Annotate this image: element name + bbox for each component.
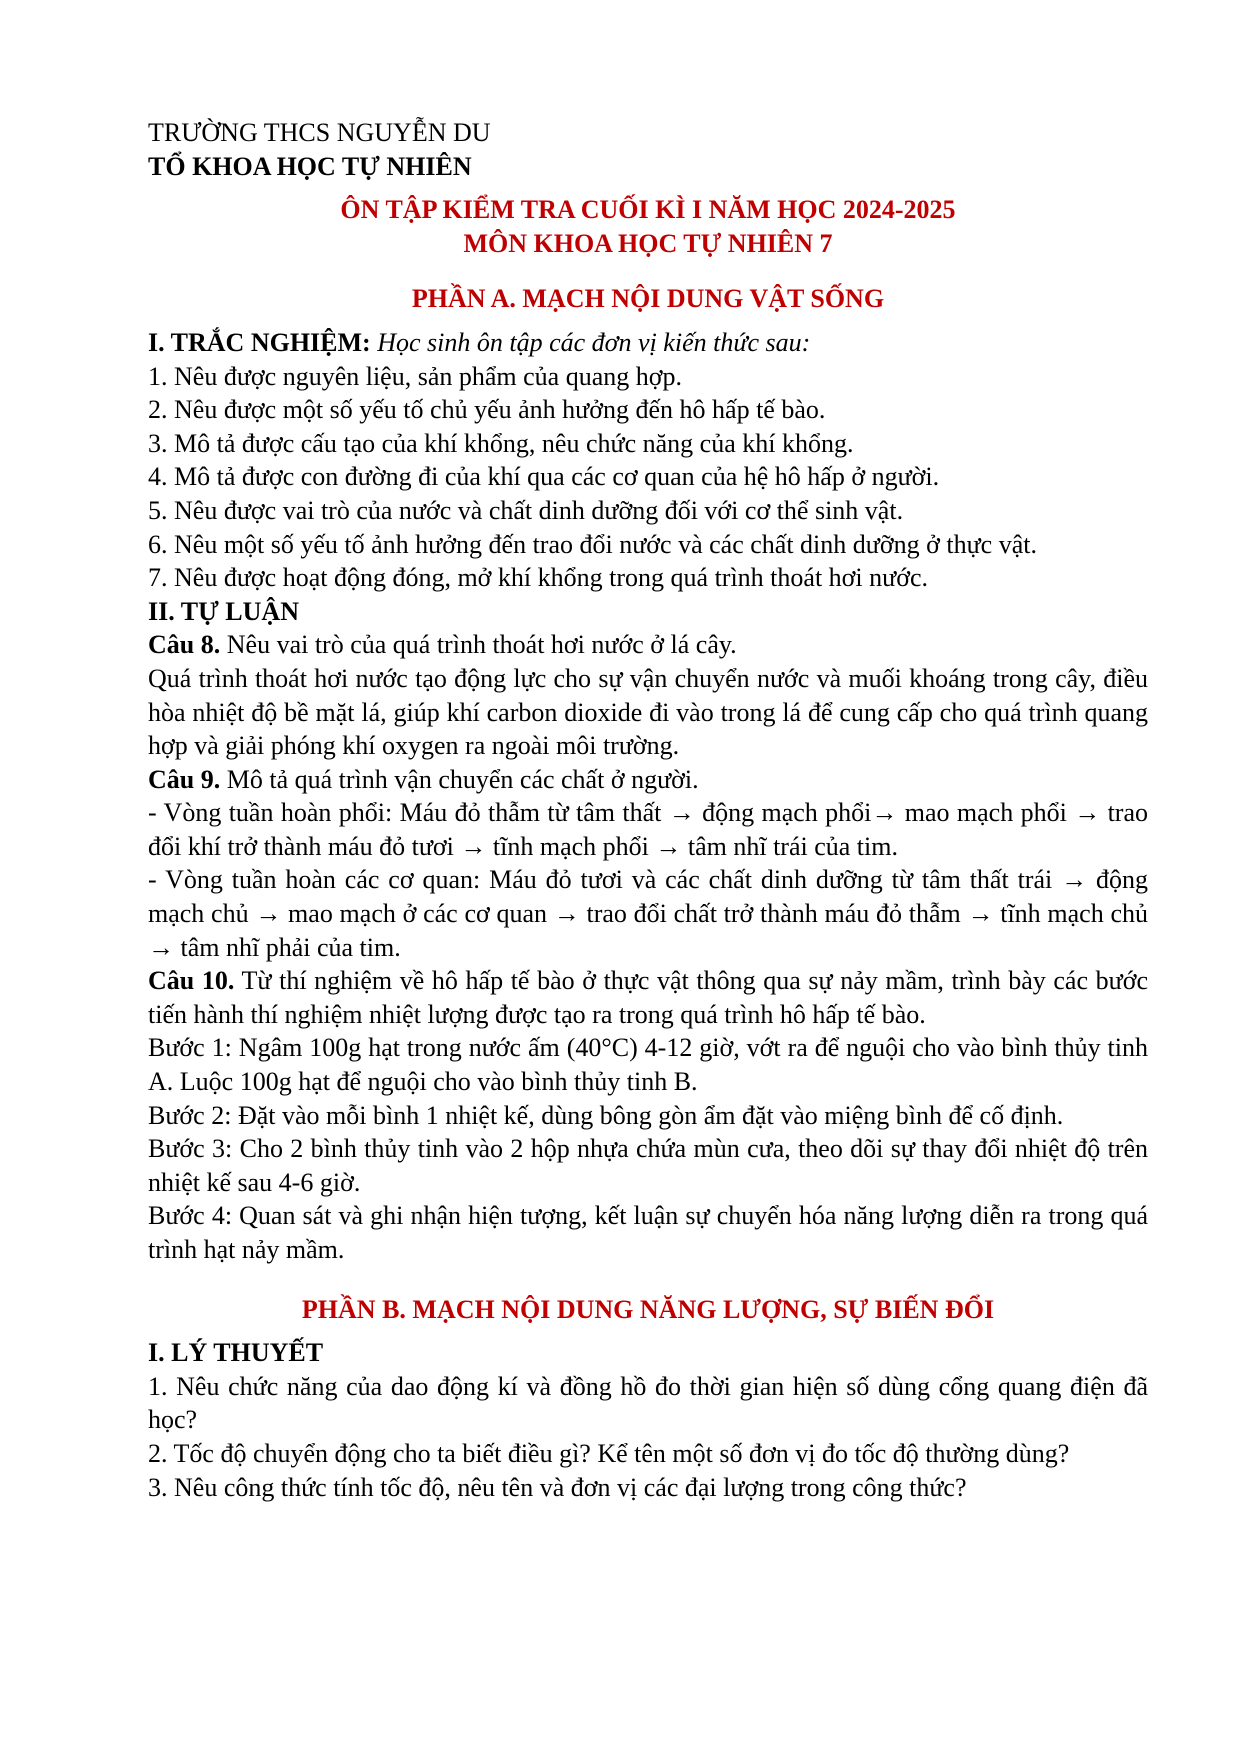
essay-heading: II. TỰ LUẬN bbox=[148, 596, 299, 626]
question-9-answer-systemic: - Vòng tuần hoàn các cơ quan: Máu đỏ tươi và các chất dinh dưỡng từ tâm thất trái → động mạch chủ → mao mạch ở các cơ quan → trao đổi chất trở thành máu đỏ thẫm → tĩnh mạch chủ → tâm nhĩ phải của tim. bbox=[148, 865, 1148, 962]
department-name: TỔ KHOA HỌC TỰ NHIÊN bbox=[148, 151, 472, 181]
part-a-heading: PHẦN A. MẠCH NỘI DUNG VẬT SỐNG bbox=[411, 284, 885, 314]
theory-item: 2. Tốc độ chuyển động cho ta biết điều gì? Kể tên một số đơn vị đo tốc độ thường dùng? bbox=[148, 1438, 1070, 1468]
question-8 bbox=[148, 628, 1148, 662]
question-8-text: Nêu vai trò của quá trình thoát hơi nước ở lá cây. bbox=[226, 630, 737, 660]
theory-heading: I. LÝ THUYẾT bbox=[148, 1338, 324, 1368]
mcq-item: 1. Nêu được nguyên liệu, sản phẩm của quang hợp. bbox=[148, 361, 683, 391]
mcq-item: 5. Nêu được vai trò của nước và chất dinh dưỡng đối với cơ thể sinh vật. bbox=[148, 495, 904, 525]
question-9 bbox=[148, 763, 1148, 797]
mcq-item: 2. Nêu được một số yếu tố chủ yếu ảnh hưởng đến hô hấp tế bào. bbox=[148, 395, 826, 425]
question-10 bbox=[148, 964, 1148, 1031]
question-8-answer: Quá trình thoát hơi nước tạo động lực cho sự vận chuyển nước và muối khoáng trong cây, điều hòa nhiệt độ bề mặt lá, giúp khí carbon dioxide đi vào trong lá để cung cấp cho quá trình quang hợp và giải phóng khí oxygen ra ngoài môi trường. bbox=[148, 663, 1148, 761]
question-10-text: Từ thí nghiệm về hô hấp tế bào ở thực vật thông qua sự nảy mầm, trình bày các bước tiến hành thí nghiệm nhiệt lượng được tạo ra trong quá trình hô hấp tế bào. bbox=[148, 966, 1149, 1029]
mcq-item: 6. Nêu một số yếu tố ảnh hưởng đến trao đổi nước và các chất dinh dưỡng ở thực vật. bbox=[148, 529, 1037, 559]
question-10-label: Câu 10. bbox=[148, 966, 235, 996]
document-title-line2: MÔN KHOA HỌC TỰ NHIÊN 7 bbox=[463, 228, 833, 258]
question-10-step: Bước 4: Quan sát và ghi nhận hiện tượng, kết luận sự chuyển hóa năng lượng diễn ra trong quá trình hạt nảy mầm. bbox=[148, 1201, 1148, 1264]
question-10-step: Bước 3: Cho 2 bình thủy tinh vào 2 hộp nhựa chứa mùn cưa, theo dõi sự thay đổi nhiệt độ trên nhiệt kế sau 4-6 giờ. bbox=[148, 1134, 1148, 1197]
question-9-text: Mô tả quá trình vận chuyển các chất ở người. bbox=[226, 764, 699, 794]
document-title-line1: ÔN TẬP KIỂM TRA CUỐI KÌ I NĂM HỌC 2024-2025 bbox=[340, 195, 956, 225]
question-10-step: Bước 2: Đặt vào mỗi bình 1 nhiệt kế, dùng bông gòn ẩm đặt vào miệng bình để cố định. bbox=[148, 1100, 1064, 1130]
mcq-item: 4. Mô tả được con đường đi của khí qua các cơ quan của hệ hô hấp ở người. bbox=[148, 462, 940, 492]
mcq-heading-line bbox=[148, 326, 1148, 360]
question-8-label: Câu 8. bbox=[148, 630, 221, 660]
school-name: TRƯỜNG THCS NGUYỄN DU bbox=[148, 118, 491, 147]
part-b-heading: PHẦN B. MẠCH NỘI DUNG NĂNG LƯỢNG, SỰ BIẾN ĐỔI bbox=[301, 1294, 995, 1324]
mcq-intro: Học sinh ôn tập các đơn vị kiến thức sau: bbox=[377, 327, 811, 357]
mcq-item: 3. Mô tả được cấu tạo của khí khổng, nêu chức năng của khí khổng. bbox=[148, 428, 854, 458]
question-9-label: Câu 9. bbox=[148, 764, 221, 794]
mcq-item: 7. Nêu được hoạt động đóng, mở khí khổng trong quá trình thoát hơi nước. bbox=[148, 563, 929, 593]
document-page bbox=[148, 116, 1148, 1504]
mcq-heading: I. TRẮC NGHIỆM: bbox=[148, 327, 371, 357]
theory-item: 3. Nêu công thức tính tốc độ, nêu tên và đơn vị các đại lượng trong công thức? bbox=[148, 1472, 967, 1502]
theory-item: 1. Nêu chức năng của dao động kí và đồng hồ đo thời gian hiện số dùng cổng quang điện đã học? bbox=[148, 1371, 1148, 1435]
question-10-step: Bước 1: Ngâm 100g hạt trong nước ấm (40°C) 4-12 giờ, vớt ra để nguội cho vào bình thủy tinh A. Luộc 100g hạt để nguội cho vào bình thủy tinh B. bbox=[148, 1033, 1148, 1097]
question-9-answer-pulmonary: - Vòng tuần hoàn phổi: Máu đỏ thẫm từ tâm thất → động mạch phổi→ mao mạch phổi → trao đổi khí trở thành máu đỏ tươi → tĩnh mạch phổi → tâm nhĩ trái của tim. bbox=[148, 798, 1148, 861]
